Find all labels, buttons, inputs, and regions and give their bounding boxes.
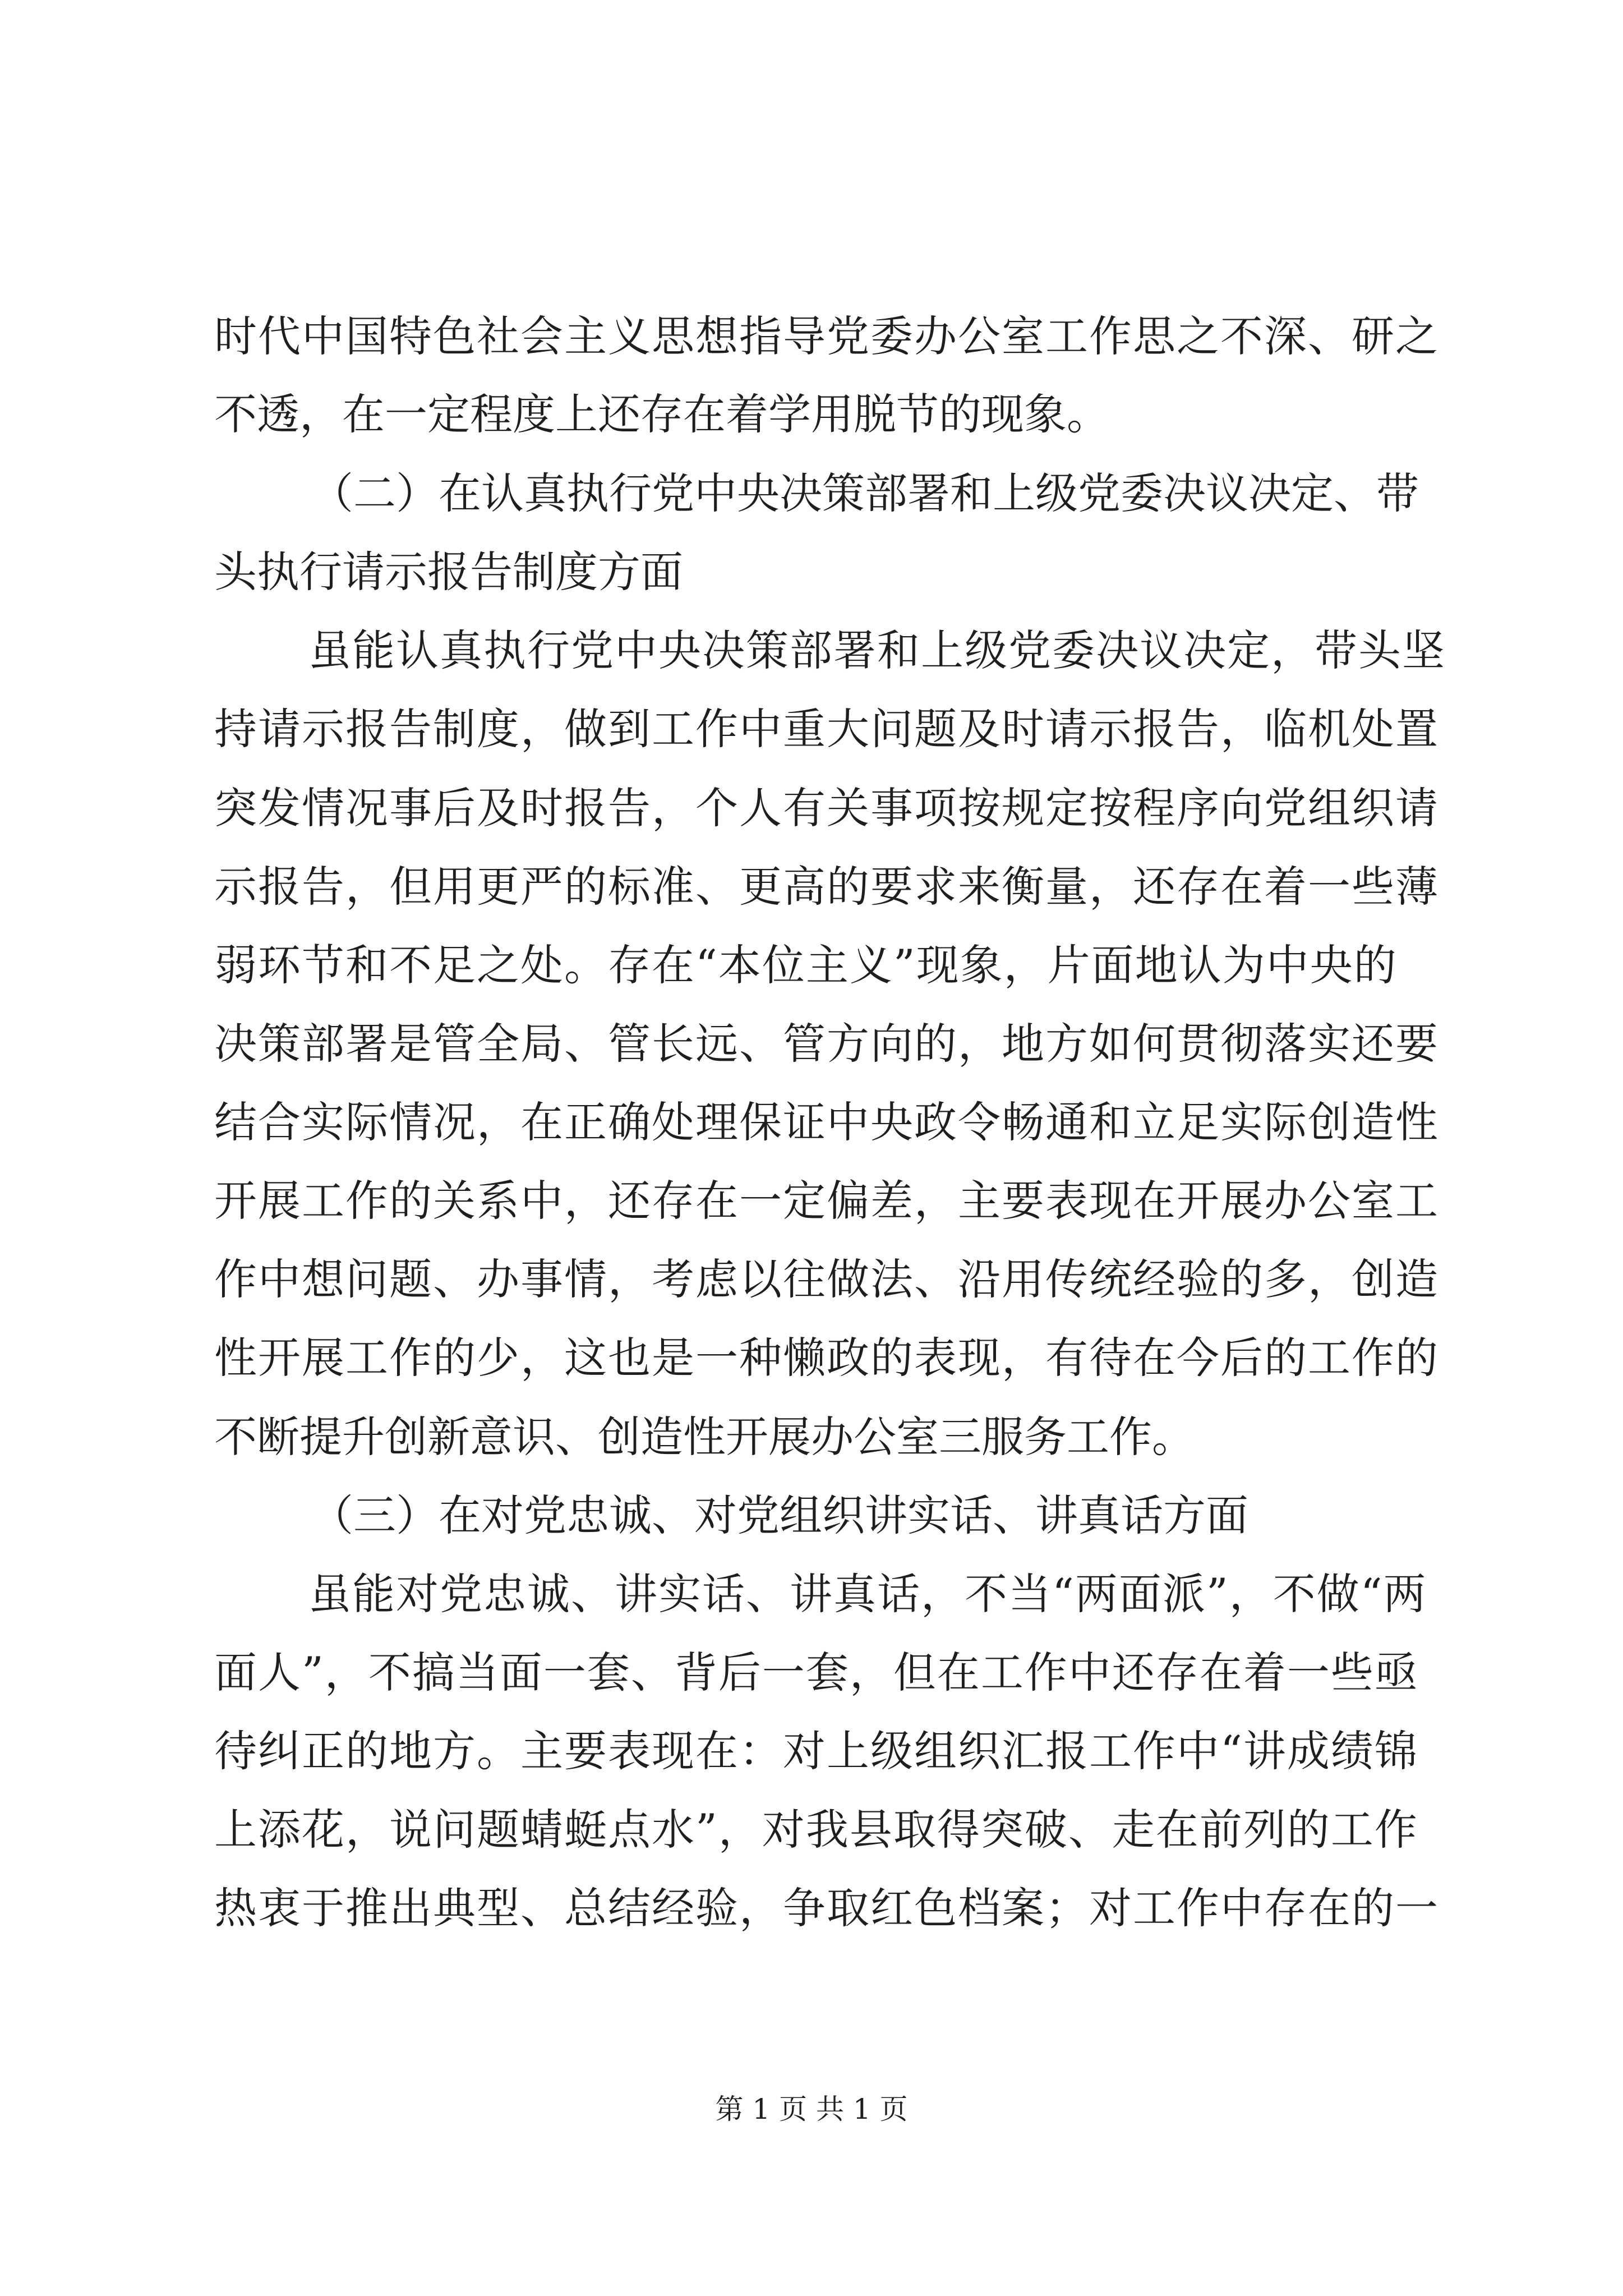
text-line: 示报告，但用更严的标准、更高的要求来衡量，还存在着一些薄 (214, 862, 1439, 912)
text-line: 面人”，不搞当面一套、背后一套，但在工作中还存在着一些亟 (214, 1648, 1418, 1697)
text-line: 作中想问题、办事情，考虑以往做法、沿用传统经验的多，创造 (214, 1254, 1439, 1304)
text-line: 结合实际情况，在正确处理保证中央政令畅通和立足实际创造性 (214, 1097, 1439, 1147)
text-line: 上添花，说问题蜻蜓点水”，对我县取得突破、走在前列的工作 (214, 1805, 1418, 1855)
text-line: 虽能对党忠诚、讲实话、讲真话，不当“两面派”，不做“两 (308, 1569, 1427, 1619)
page-footer: 第 1 页 共 1 页 (715, 2093, 908, 2125)
text-line: 开展工作的关系中，还存在一定偏差，主要表现在开展办公室工 (214, 1176, 1439, 1226)
text-line: 突发情况事后及时报告，个人有关事项按规定按程序向党组织请 (214, 783, 1439, 833)
text-line: 弱环节和不足之处。存在“本位主义”现象，片面地认为中央的 (214, 940, 1398, 990)
text-line: 性开展工作的少，这也是一种懒政的表现，有待在今后的工作的 (214, 1333, 1439, 1383)
text-line: 决策部署是管全局、管长远、管方向的，地方如何贯彻落实还要 (214, 1019, 1439, 1069)
text-line: 虽能认真执行党中央决策部署和上级党委决议决定，带头坚 (308, 625, 1446, 675)
text-line: 不断提升创新意识、创造性开展办公室三服务工作。 (214, 1412, 1195, 1462)
section-heading: （三）在对党忠诚、对党组织讲实话、讲真话方面 (311, 1490, 1248, 1540)
text-line: 热衷于推出典型、总结经验，争取红色档案；对工作中存在的一 (214, 1883, 1439, 1933)
text-line: 待纠正的地方。主要表现在：对上级组织汇报工作中“讲成绩锦 (214, 1726, 1418, 1776)
text-line: 持请示报告制度，做到工作中重大问题及时请示报告，临机处置 (214, 704, 1439, 754)
section-heading: （二）在认真执行党中央决策部署和上级党委决议决定、带 (311, 468, 1419, 518)
text-line: 时代中国特色社会主义思想指导党委办公室工作思之不深、研之 (214, 311, 1439, 361)
text-line: 不透，在一定程度上还存在着学用脱节的现象。 (214, 389, 1109, 439)
section-heading: 头执行请示报告制度方面 (214, 547, 683, 597)
